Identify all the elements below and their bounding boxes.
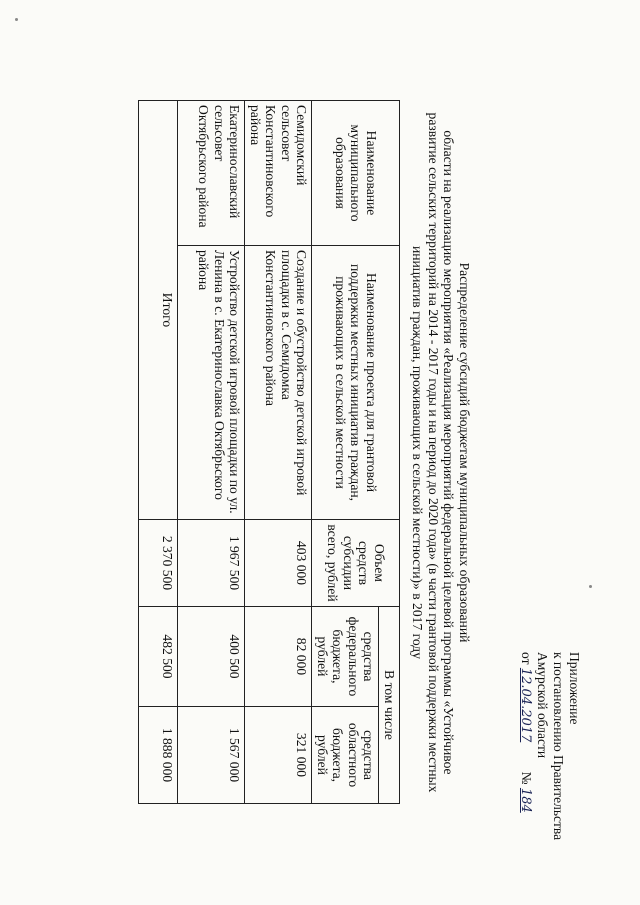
row-1-municipality: Семидомский сельсовет Константиновского района [245,101,312,246]
document-title [410,0,472,905]
total-label: Итого [139,101,178,520]
table-row [178,101,245,804]
total-sum: 2 370 500 [139,520,178,607]
row-2-regional: 1 567 000 [178,707,245,804]
appendix-date-line [517,652,534,840]
appendix-line-2: к постановлению Правительства [551,652,566,841]
row-2-municipality: Екатеринославский сельсовет Октябрьского района [178,101,245,246]
row-1-regional: 321 000 [245,707,312,804]
header-municipality: Наименование муниципального образования [312,101,400,246]
appendix-line-1: Приложение [567,652,582,725]
row-2-federal: 400 500 [178,607,245,707]
header-project: Наименование проекта для грантовой поддержки местных инициатив граждан, проживающих в сельской местности [312,246,400,520]
table-header-row [379,101,400,804]
scan-speck [589,585,592,588]
appendix-line-3: Амурской области [535,652,550,759]
header-including: В том числе [379,607,400,804]
date-prefix: от [519,652,534,665]
total-regional: 1 888 000 [139,707,178,804]
total-federal: 482 500 [139,607,178,707]
row-2-total: 1 967 500 [178,520,245,607]
number-prefix: № [519,771,534,785]
title-line-3: развитие сельских территорий на 2014 - 2017 годы и на период до 2020 года» (в части грантовой поддержки местных [426,112,441,793]
title-line-4: инициатив граждан, проживающих в сельской местности)» в 2017 году [410,245,426,659]
row-1-project: Создание и обустройство детской игровой площадки в с. Семидомка Константиновского района [245,246,312,520]
title-line-2: области на реализацию мероприятия «Реализация мероприятий федеральной целевой программы «Устойчивое [441,130,457,775]
scan-speck [15,18,18,21]
row-1-total: 403 000 [245,520,312,607]
row-2-project: Устройство детской игровой площадки по ул. Ленина в с. Екатеринославка Октябрьского района [178,246,245,520]
row-1-federal: 82 000 [245,607,312,707]
appendix-block [517,652,582,840]
title-line-1: Распределение субсидий бюджетам муниципальных образований [457,262,472,643]
header-federal: средства федерального бюджета, рублей [312,607,379,707]
handwritten-number: 184 [518,787,533,813]
handwritten-date: 12.04.2017 [518,667,533,743]
subsidy-table [139,100,401,804]
header-total: Объем средств субсидии всего, рублей [312,520,400,607]
table-row [245,101,312,804]
table-total-row [139,101,178,804]
header-regional: средства областного бюджета, рублей [312,707,379,804]
